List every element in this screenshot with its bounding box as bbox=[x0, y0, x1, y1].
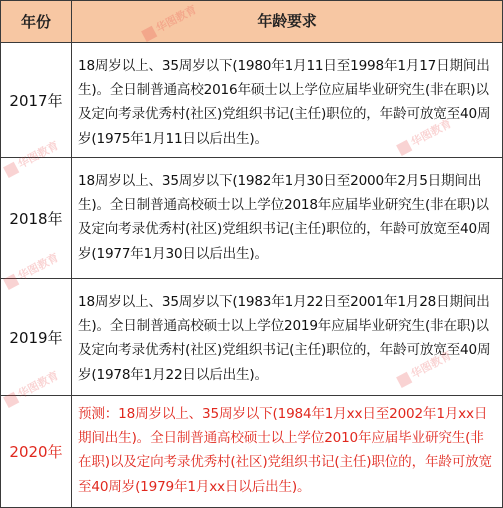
table-row-2017 bbox=[1, 42, 502, 157]
table-row-2019 bbox=[1, 278, 502, 395]
year-cell: 2020年 bbox=[1, 396, 72, 507]
requirement-cell: 18周岁以上、35周岁以下(1980年1月11日至1998年1月17日期间出生)。全日制普通高校2016年硕士以上学位应届毕业研究生(非在职)以及定向考录优秀村(社区)党组织书记(主任)职位的，年龄可放宽至40周岁(1975年1月11日以后出生)。 bbox=[78, 58, 491, 147]
watermark-logo: 华图教育 bbox=[395, 115, 455, 157]
watermark-logo: 华图教育 bbox=[140, 1, 200, 43]
header-requirement: 年龄要求 bbox=[257, 12, 317, 31]
table-row-2020-prediction bbox=[1, 395, 502, 507]
watermark-logo: 华图教育 bbox=[2, 367, 62, 409]
year-cell: 2017年 bbox=[1, 43, 72, 157]
requirement-cell: 18周岁以上、35周岁以下(1982年1月30日至2000年2月5日期间出生)。全日制普通高校硕士以上学位2018年应届毕业研究生(非在职)以及定向考录优秀村(社区)党组织书记(主任)职位的，年龄可放宽至40周岁(1977年1月30日以后出生)。 bbox=[78, 173, 491, 262]
table-row-2018 bbox=[1, 157, 502, 278]
requirement-cell: 18周岁以上、35周岁以下(1983年1月22日至2001年1月28日期间出生)。全日制普通高校硕士以上学位2019年应届毕业研究生(非在职)以及定向考录优秀村(社区)党组织书记(主任)职位的，年龄可放宽至40周岁(1978年1月22日以后出生)。 bbox=[78, 294, 491, 383]
header-year: 年份 bbox=[1, 1, 72, 42]
table-header-row bbox=[1, 1, 502, 42]
requirement-cell: 预测：18周岁以上、35周岁以下(1984年1月xx日至2002年1月xx日期间出生)。全日制普通高校硕士以上学位2010年应届毕业研究生(非在职)以及定向考录优秀村(社区)党组织书记(主任)职位的，年龄可放宽至40周岁(1979年1月xx日以后出生)。 bbox=[78, 406, 492, 495]
year-cell: 2018年 bbox=[1, 158, 72, 278]
watermark-logo: 华图教育 bbox=[2, 249, 62, 291]
year-cell: 2019年 bbox=[1, 279, 72, 395]
watermark-logo: 华图教育 bbox=[395, 347, 455, 389]
watermark-logo: 华图教育 bbox=[2, 137, 62, 179]
